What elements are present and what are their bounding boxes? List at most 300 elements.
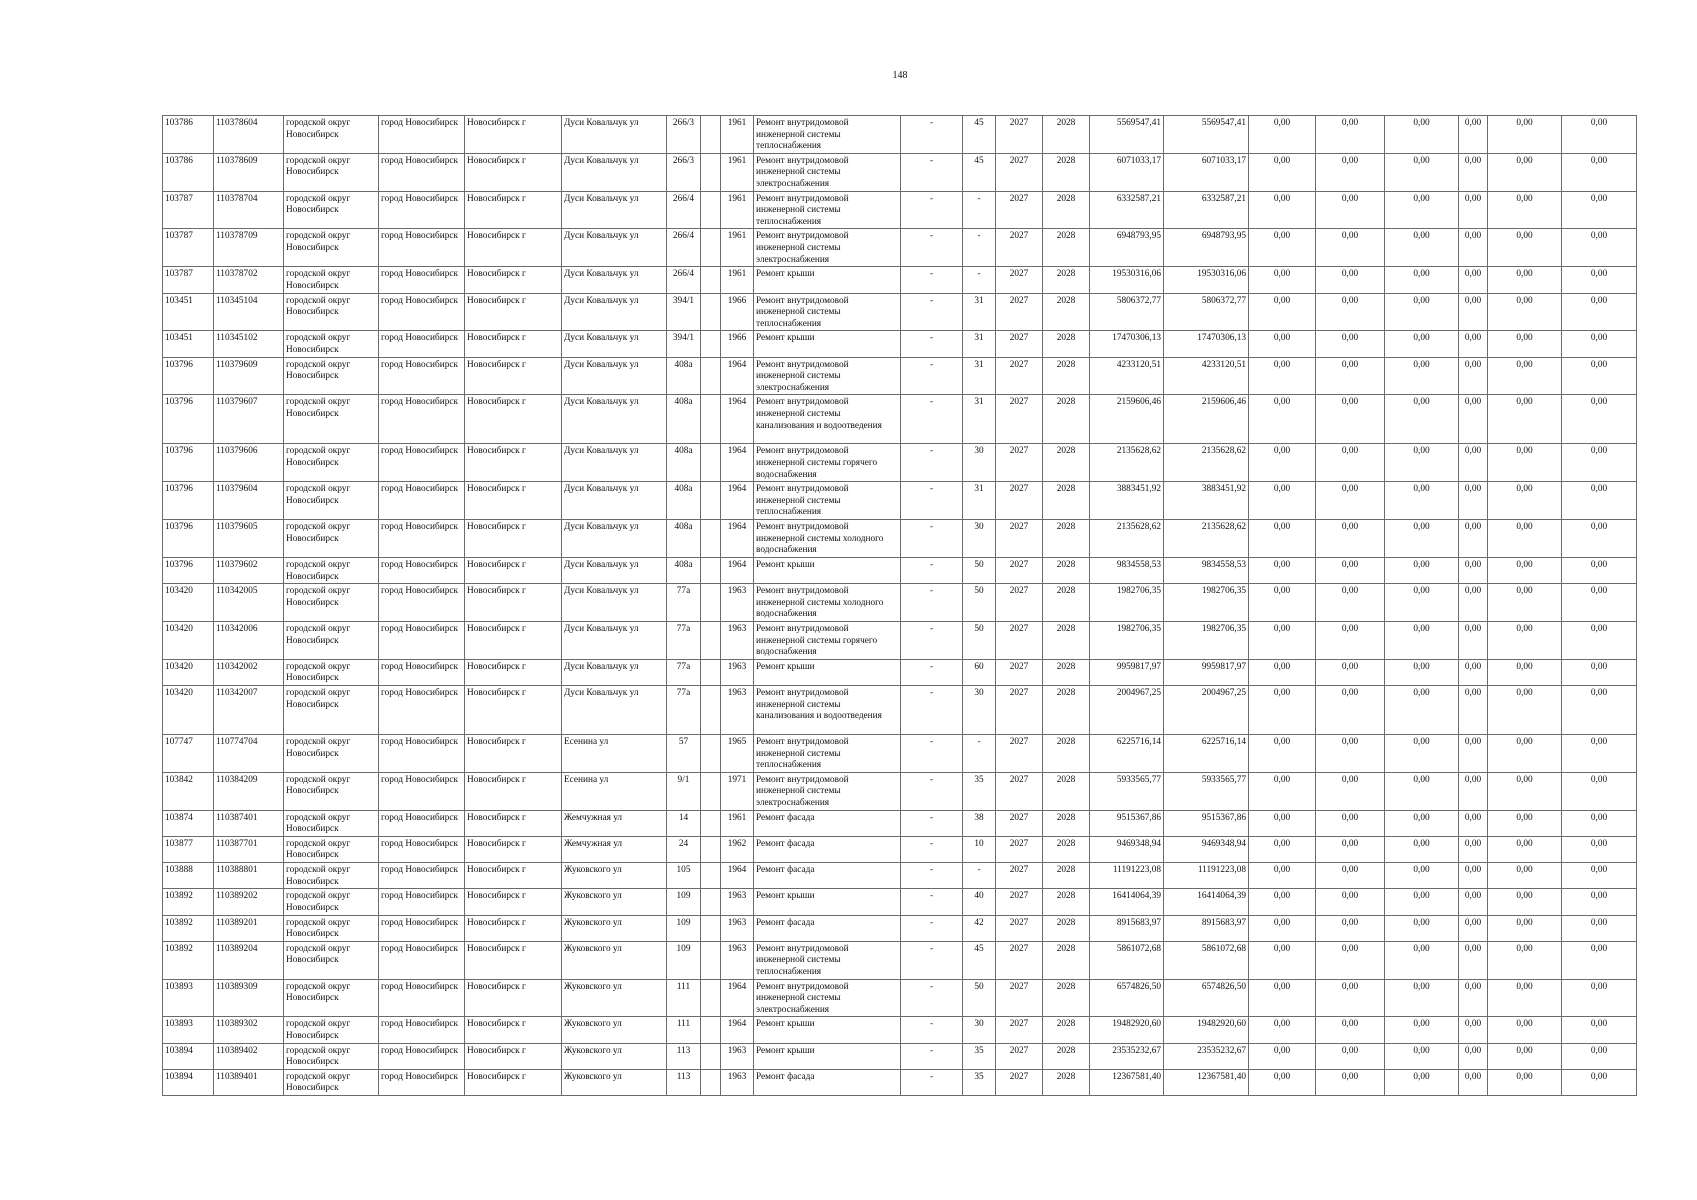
cell-work-type: Ремонт внутридомовой инженерной системы холодного водоснабжения [754, 584, 901, 622]
cell-work-id: 110389204 [214, 941, 284, 979]
cell-dash: - [901, 444, 963, 482]
cell-empty [701, 659, 721, 685]
cell-empty [701, 293, 721, 331]
cell-year-start: 2027 [996, 979, 1043, 1017]
cell-build-year: 1963 [721, 621, 754, 659]
cell-amount: 0,00 [1562, 520, 1637, 558]
capital-repair-table [162, 115, 1637, 1096]
cell-amount: 0,00 [1562, 1017, 1637, 1043]
cell-build-year: 1961 [721, 191, 754, 229]
table-body [163, 116, 1637, 1096]
cell-amount: 0,00 [1562, 395, 1637, 444]
cell-amount: 0,00 [1562, 979, 1637, 1017]
cell-work-type: Ремонт фасада [754, 863, 901, 889]
cell-house-number: 105 [667, 863, 701, 889]
cell-municipality: городской округ Новосибирск [284, 1069, 379, 1095]
cell-total-cost: 9469348,94 [1090, 836, 1164, 862]
cell-dash: - [901, 863, 963, 889]
cell-street: Дуси Ковальчук ул [562, 267, 667, 293]
cell-municipality: городской округ Новосибирск [284, 1017, 379, 1043]
cell-amount: 0,00 [1316, 153, 1385, 191]
cell-city: Новосибирск г [465, 191, 562, 229]
cell-amount: 0,00 [1316, 941, 1385, 979]
cell-amount: 0,00 [1562, 331, 1637, 357]
cell-year-start: 2027 [996, 889, 1043, 915]
cell-house-number: 408а [667, 520, 701, 558]
table-row [163, 357, 1637, 395]
cell-amount: 0,00 [1488, 1069, 1562, 1095]
cell-year-start: 2027 [996, 357, 1043, 395]
cell-city: Новосибирск г [465, 734, 562, 772]
cell-amount: 0,00 [1562, 357, 1637, 395]
cell-amount: 0,00 [1488, 889, 1562, 915]
cell-build-year: 1961 [721, 267, 754, 293]
cell-build-year: 1964 [721, 357, 754, 395]
cell-amount: 0,00 [1385, 395, 1459, 444]
cell-municipality: городской округ Новосибирск [284, 836, 379, 862]
cell-year-start: 2027 [996, 267, 1043, 293]
table-row [163, 331, 1637, 357]
cell-build-year: 1966 [721, 293, 754, 331]
cell-work-id: 110388801 [214, 863, 284, 889]
cell-amount: 0,00 [1385, 153, 1459, 191]
table-row [163, 1043, 1637, 1069]
cell-dash: - [901, 520, 963, 558]
cell-city: Новосибирск г [465, 557, 562, 583]
cell-empty [701, 810, 721, 836]
cell-year-end: 2028 [1043, 191, 1090, 229]
table-row [163, 1017, 1637, 1043]
cell-city: Новосибирск г [465, 153, 562, 191]
table-row [163, 836, 1637, 862]
cell-build-year: 1963 [721, 889, 754, 915]
cell-house-number: 24 [667, 836, 701, 862]
cell-amount: 0,00 [1249, 444, 1316, 482]
cell-wear: 31 [963, 331, 996, 357]
cell-wear: 50 [963, 979, 996, 1017]
table-row [163, 915, 1637, 941]
cell-dash: - [901, 734, 963, 772]
cell-amount: 0,00 [1488, 1017, 1562, 1043]
cell-settlement: город Новосибирск [379, 915, 465, 941]
cell-municipality: городской округ Новосибирск [284, 621, 379, 659]
cell-amount: 0,00 [1316, 482, 1385, 520]
cell-amount: 0,00 [1316, 557, 1385, 583]
cell-empty [701, 153, 721, 191]
cell-municipality: городской округ Новосибирск [284, 584, 379, 622]
cell-wear: 42 [963, 915, 996, 941]
cell-amount: 0,00 [1562, 836, 1637, 862]
cell-work-id: 110345102 [214, 331, 284, 357]
cell-fund-cost: 3883451,92 [1164, 482, 1249, 520]
table-row [163, 229, 1637, 267]
cell-empty [701, 520, 721, 558]
cell-amount: 0,00 [1562, 621, 1637, 659]
cell-fund-cost: 6225716,14 [1164, 734, 1249, 772]
cell-amount: 0,00 [1385, 482, 1459, 520]
cell-house-number: 111 [667, 979, 701, 1017]
cell-dash: - [901, 191, 963, 229]
cell-house-number: 111 [667, 1017, 701, 1043]
cell-work-id: 110345104 [214, 293, 284, 331]
cell-build-year: 1964 [721, 520, 754, 558]
cell-settlement: город Новосибирск [379, 267, 465, 293]
cell-year-end: 2028 [1043, 889, 1090, 915]
cell-wear: 35 [963, 1069, 996, 1095]
cell-amount: 0,00 [1249, 863, 1316, 889]
cell-work-id: 110379605 [214, 520, 284, 558]
cell-amount: 0,00 [1488, 810, 1562, 836]
cell-amount: 0,00 [1562, 1043, 1637, 1069]
cell-municipality: городской округ Новосибирск [284, 229, 379, 267]
cell-amount: 0,00 [1459, 395, 1488, 444]
cell-amount: 0,00 [1385, 444, 1459, 482]
cell-house-id: 103787 [163, 229, 214, 267]
cell-city: Новосибирск г [465, 229, 562, 267]
cell-total-cost: 5861072,68 [1090, 941, 1164, 979]
cell-amount: 0,00 [1488, 267, 1562, 293]
cell-amount: 0,00 [1249, 267, 1316, 293]
cell-amount: 0,00 [1316, 836, 1385, 862]
cell-wear: 31 [963, 395, 996, 444]
cell-fund-cost: 2004967,25 [1164, 685, 1249, 734]
table-row [163, 584, 1637, 622]
cell-work-id: 110378709 [214, 229, 284, 267]
cell-amount: 0,00 [1459, 979, 1488, 1017]
cell-total-cost: 6948793,95 [1090, 229, 1164, 267]
cell-fund-cost: 9959817,97 [1164, 659, 1249, 685]
cell-empty [701, 116, 721, 154]
cell-fund-cost: 9515367,86 [1164, 810, 1249, 836]
cell-total-cost: 9834558,53 [1090, 557, 1164, 583]
cell-empty [701, 1017, 721, 1043]
cell-amount: 0,00 [1316, 734, 1385, 772]
cell-fund-cost: 6948793,95 [1164, 229, 1249, 267]
cell-amount: 0,00 [1249, 557, 1316, 583]
cell-house-number: 14 [667, 810, 701, 836]
cell-year-start: 2027 [996, 1043, 1043, 1069]
cell-amount: 0,00 [1316, 772, 1385, 810]
cell-settlement: город Новосибирск [379, 621, 465, 659]
cell-house-id: 103420 [163, 621, 214, 659]
cell-year-end: 2028 [1043, 482, 1090, 520]
cell-empty [701, 772, 721, 810]
cell-work-type: Ремонт фасада [754, 1069, 901, 1095]
cell-year-end: 2028 [1043, 331, 1090, 357]
cell-work-id: 110378609 [214, 153, 284, 191]
cell-amount: 0,00 [1488, 357, 1562, 395]
cell-amount: 0,00 [1316, 621, 1385, 659]
cell-amount: 0,00 [1316, 331, 1385, 357]
cell-street: Дуси Ковальчук ул [562, 621, 667, 659]
cell-work-type: Ремонт фасада [754, 915, 901, 941]
cell-street: Есенина ул [562, 734, 667, 772]
cell-amount: 0,00 [1249, 941, 1316, 979]
cell-wear: - [963, 863, 996, 889]
cell-wear: 50 [963, 557, 996, 583]
cell-total-cost: 5933565,77 [1090, 772, 1164, 810]
table-row [163, 520, 1637, 558]
cell-municipality: городской округ Новосибирск [284, 293, 379, 331]
cell-city: Новосибирск г [465, 889, 562, 915]
cell-amount: 0,00 [1249, 153, 1316, 191]
cell-empty [701, 444, 721, 482]
cell-city: Новосибирск г [465, 810, 562, 836]
cell-settlement: город Новосибирск [379, 941, 465, 979]
cell-year-start: 2027 [996, 557, 1043, 583]
cell-street: Жуковского ул [562, 1043, 667, 1069]
cell-amount: 0,00 [1562, 191, 1637, 229]
cell-year-end: 2028 [1043, 1017, 1090, 1043]
cell-year-start: 2027 [996, 941, 1043, 979]
cell-empty [701, 357, 721, 395]
cell-year-start: 2027 [996, 293, 1043, 331]
cell-amount: 0,00 [1459, 444, 1488, 482]
cell-total-cost: 2135628,62 [1090, 444, 1164, 482]
cell-work-id: 110387701 [214, 836, 284, 862]
cell-work-type: Ремонт внутридомовой инженерной системы теплоснабжения [754, 116, 901, 154]
cell-empty [701, 734, 721, 772]
cell-fund-cost: 23535232,67 [1164, 1043, 1249, 1069]
cell-settlement: город Новосибирск [379, 293, 465, 331]
cell-work-id: 110379609 [214, 357, 284, 395]
table-row [163, 772, 1637, 810]
cell-wear: 30 [963, 1017, 996, 1043]
cell-year-end: 2028 [1043, 659, 1090, 685]
cell-amount: 0,00 [1459, 153, 1488, 191]
cell-wear: 31 [963, 357, 996, 395]
cell-street: Жуковского ул [562, 1069, 667, 1095]
cell-amount: 0,00 [1249, 116, 1316, 154]
cell-dash: - [901, 659, 963, 685]
cell-empty [701, 621, 721, 659]
cell-amount: 0,00 [1488, 621, 1562, 659]
cell-amount: 0,00 [1562, 810, 1637, 836]
cell-total-cost: 23535232,67 [1090, 1043, 1164, 1069]
cell-settlement: город Новосибирск [379, 979, 465, 1017]
cell-total-cost: 1982706,35 [1090, 584, 1164, 622]
cell-amount: 0,00 [1562, 1069, 1637, 1095]
cell-year-start: 2027 [996, 444, 1043, 482]
cell-amount: 0,00 [1249, 889, 1316, 915]
cell-total-cost: 6225716,14 [1090, 734, 1164, 772]
cell-build-year: 1963 [721, 685, 754, 734]
cell-year-end: 2028 [1043, 357, 1090, 395]
cell-fund-cost: 2135628,62 [1164, 520, 1249, 558]
cell-city: Новосибирск г [465, 772, 562, 810]
cell-empty [701, 229, 721, 267]
cell-street: Дуси Ковальчук ул [562, 116, 667, 154]
cell-city: Новосибирск г [465, 444, 562, 482]
cell-city: Новосибирск г [465, 1069, 562, 1095]
cell-work-id: 110379607 [214, 395, 284, 444]
cell-house-id: 103796 [163, 444, 214, 482]
cell-amount: 0,00 [1562, 584, 1637, 622]
cell-dash: - [901, 229, 963, 267]
cell-total-cost: 8915683,97 [1090, 915, 1164, 941]
cell-work-id: 110342006 [214, 621, 284, 659]
cell-dash: - [901, 557, 963, 583]
cell-year-end: 2028 [1043, 1043, 1090, 1069]
cell-amount: 0,00 [1488, 482, 1562, 520]
cell-amount: 0,00 [1459, 1043, 1488, 1069]
cell-amount: 0,00 [1385, 889, 1459, 915]
cell-dash: - [901, 584, 963, 622]
cell-wear: 40 [963, 889, 996, 915]
table-row [163, 979, 1637, 1017]
cell-fund-cost: 5933565,77 [1164, 772, 1249, 810]
cell-work-type: Ремонт фасада [754, 810, 901, 836]
cell-amount: 0,00 [1488, 941, 1562, 979]
cell-work-id: 110379604 [214, 482, 284, 520]
cell-work-id: 110379606 [214, 444, 284, 482]
cell-amount: 0,00 [1385, 1069, 1459, 1095]
cell-work-type: Ремонт внутридомовой инженерной системы горячего водоснабжения [754, 621, 901, 659]
cell-house-number: 109 [667, 915, 701, 941]
cell-amount: 0,00 [1316, 863, 1385, 889]
cell-build-year: 1971 [721, 772, 754, 810]
cell-amount: 0,00 [1562, 889, 1637, 915]
cell-fund-cost: 6332587,21 [1164, 191, 1249, 229]
cell-year-end: 2028 [1043, 863, 1090, 889]
cell-build-year: 1963 [721, 1043, 754, 1069]
cell-build-year: 1964 [721, 979, 754, 1017]
cell-amount: 0,00 [1562, 557, 1637, 583]
cell-amount: 0,00 [1316, 116, 1385, 154]
cell-amount: 0,00 [1385, 229, 1459, 267]
cell-municipality: городской округ Новосибирск [284, 191, 379, 229]
cell-wear: 30 [963, 685, 996, 734]
cell-amount: 0,00 [1249, 1043, 1316, 1069]
cell-house-id: 103796 [163, 482, 214, 520]
cell-city: Новосибирск г [465, 293, 562, 331]
cell-settlement: город Новосибирск [379, 685, 465, 734]
cell-year-start: 2027 [996, 836, 1043, 862]
cell-municipality: городской округ Новосибирск [284, 482, 379, 520]
cell-amount: 0,00 [1249, 229, 1316, 267]
cell-municipality: городской округ Новосибирск [284, 979, 379, 1017]
cell-house-id: 103796 [163, 557, 214, 583]
cell-settlement: город Новосибирск [379, 810, 465, 836]
cell-amount: 0,00 [1459, 584, 1488, 622]
cell-work-type: Ремонт внутридомовой инженерной системы теплоснабжения [754, 293, 901, 331]
cell-city: Новосибирск г [465, 685, 562, 734]
cell-empty [701, 889, 721, 915]
cell-house-number: 266/4 [667, 229, 701, 267]
cell-amount: 0,00 [1488, 557, 1562, 583]
cell-year-start: 2027 [996, 659, 1043, 685]
cell-settlement: город Новосибирск [379, 772, 465, 810]
cell-settlement: город Новосибирск [379, 659, 465, 685]
cell-street: Дуси Ковальчук ул [562, 659, 667, 685]
cell-settlement: город Новосибирск [379, 863, 465, 889]
cell-wear: - [963, 191, 996, 229]
cell-house-number: 266/4 [667, 267, 701, 293]
cell-build-year: 1961 [721, 229, 754, 267]
cell-amount: 0,00 [1459, 621, 1488, 659]
cell-empty [701, 863, 721, 889]
cell-wear: 50 [963, 584, 996, 622]
cell-house-id: 103787 [163, 267, 214, 293]
cell-amount: 0,00 [1385, 734, 1459, 772]
cell-house-number: 266/3 [667, 153, 701, 191]
cell-settlement: город Новосибирск [379, 1017, 465, 1043]
cell-street: Жуковского ул [562, 863, 667, 889]
cell-amount: 0,00 [1488, 153, 1562, 191]
cell-year-end: 2028 [1043, 979, 1090, 1017]
cell-dash: - [901, 979, 963, 1017]
cell-total-cost: 11191223,08 [1090, 863, 1164, 889]
cell-amount: 0,00 [1316, 1043, 1385, 1069]
cell-amount: 0,00 [1249, 621, 1316, 659]
cell-work-type: Ремонт внутридомовой инженерной системы теплоснабжения [754, 482, 901, 520]
cell-house-number: 266/4 [667, 191, 701, 229]
cell-year-end: 2028 [1043, 584, 1090, 622]
cell-work-id: 110389401 [214, 1069, 284, 1095]
cell-house-id: 103842 [163, 772, 214, 810]
cell-amount: 0,00 [1488, 1043, 1562, 1069]
cell-street: Дуси Ковальчук ул [562, 685, 667, 734]
cell-house-id: 103893 [163, 1017, 214, 1043]
cell-wear: 45 [963, 116, 996, 154]
cell-settlement: город Новосибирск [379, 229, 465, 267]
cell-municipality: городской округ Новосибирск [284, 357, 379, 395]
cell-amount: 0,00 [1562, 941, 1637, 979]
cell-amount: 0,00 [1249, 293, 1316, 331]
table-row [163, 685, 1637, 734]
cell-year-end: 2028 [1043, 116, 1090, 154]
cell-dash: - [901, 482, 963, 520]
cell-wear: 30 [963, 444, 996, 482]
cell-house-number: 113 [667, 1069, 701, 1095]
cell-settlement: город Новосибирск [379, 557, 465, 583]
cell-house-number: 113 [667, 1043, 701, 1069]
cell-work-id: 110342007 [214, 685, 284, 734]
table-row [163, 293, 1637, 331]
table-row [163, 889, 1637, 915]
cell-build-year: 1963 [721, 584, 754, 622]
cell-fund-cost: 9834558,53 [1164, 557, 1249, 583]
cell-dash: - [901, 685, 963, 734]
cell-settlement: город Новосибирск [379, 444, 465, 482]
cell-fund-cost: 19482920,60 [1164, 1017, 1249, 1043]
table-row [163, 863, 1637, 889]
cell-house-number: 408а [667, 557, 701, 583]
cell-amount: 0,00 [1249, 191, 1316, 229]
cell-year-start: 2027 [996, 685, 1043, 734]
cell-work-id: 110384209 [214, 772, 284, 810]
cell-amount: 0,00 [1249, 331, 1316, 357]
cell-amount: 0,00 [1488, 734, 1562, 772]
cell-amount: 0,00 [1488, 191, 1562, 229]
cell-amount: 0,00 [1316, 293, 1385, 331]
cell-house-number: 77а [667, 584, 701, 622]
cell-amount: 0,00 [1316, 915, 1385, 941]
cell-work-type: Ремонт крыши [754, 557, 901, 583]
cell-total-cost: 2159606,46 [1090, 395, 1164, 444]
cell-wear: 30 [963, 520, 996, 558]
cell-fund-cost: 5569547,41 [1164, 116, 1249, 154]
cell-street: Дуси Ковальчук ул [562, 229, 667, 267]
cell-house-id: 103787 [163, 191, 214, 229]
cell-amount: 0,00 [1562, 267, 1637, 293]
cell-municipality: городской округ Новосибирск [284, 395, 379, 444]
cell-city: Новосибирск г [465, 482, 562, 520]
cell-year-end: 2028 [1043, 1069, 1090, 1095]
cell-wear: 45 [963, 153, 996, 191]
cell-amount: 0,00 [1316, 395, 1385, 444]
cell-empty [701, 915, 721, 941]
